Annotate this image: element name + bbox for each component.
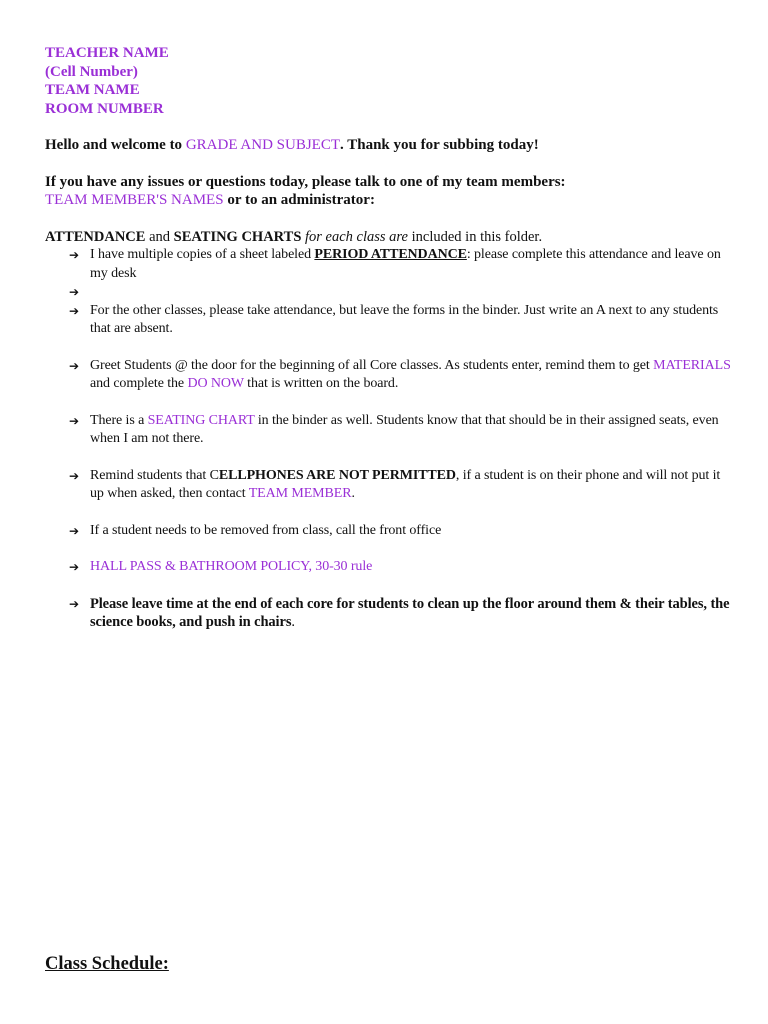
hall-pass-policy: HALL PASS & BATHROOM POLICY, 30-30 rule — [90, 559, 373, 574]
list-item — [69, 595, 735, 632]
cell-number: (Cell Number) — [45, 63, 138, 80]
bullet-text: . — [351, 486, 355, 501]
bullet-text: There is a — [90, 412, 148, 428]
for-each-class: for each class are — [301, 228, 412, 245]
bullet-text: that is written on the board. — [243, 376, 399, 391]
welcome-line — [45, 136, 735, 155]
list-item-empty — [69, 283, 735, 302]
list-item — [69, 302, 735, 339]
arrow-icon: ➔ — [69, 303, 79, 318]
team-members-names: TEAM MEMBER'S NAMES — [45, 192, 228, 208]
bullet-text: . — [291, 614, 295, 630]
bullet-text: : please complete this attendance and leave on my desk — [90, 247, 721, 281]
team-member: TEAM MEMBER — [248, 486, 352, 501]
header-block — [45, 44, 735, 118]
administrator-text: or to an administrator: — [227, 192, 375, 208]
included-text: included in this folder. — [411, 228, 543, 245]
bullet-text: in the binder as well. Students know that that should be in their assigned seats, even when I am not there. — [90, 412, 719, 446]
list-item — [69, 522, 735, 541]
issues-block — [45, 173, 735, 210]
list-item — [69, 467, 735, 504]
seating-charts-word: SEATING CHARTS — [173, 228, 302, 245]
team-members-line — [45, 191, 735, 210]
teacher-name: TEACHER NAME — [45, 45, 169, 61]
arrow-icon: ➔ — [69, 248, 79, 262]
document-page — [45, 44, 735, 632]
list-item — [69, 412, 735, 449]
arrow-icon: ➔ — [69, 413, 79, 428]
do-now: DO NOW — [187, 376, 244, 391]
arrow-icon: ➔ — [69, 358, 79, 373]
seating-chart: SEATING CHART — [147, 412, 255, 428]
bullet-text: Please leave time at the end of each core for students to clean up the floor around them & their tables, the science books, and push in chairs — [90, 595, 730, 630]
cellphones-not-permitted: ELLPHONES ARE NOT PERMITTED — [218, 467, 456, 483]
list-item — [69, 246, 735, 283]
attendance-line — [45, 228, 735, 247]
arrow-icon: ➔ — [69, 285, 79, 299]
class-schedule-heading: Class Schedule: — [45, 954, 169, 974]
bullet-text: If a student needs to be removed from class, call the front office — [90, 522, 442, 538]
attendance-word: ATTENDANCE — [45, 228, 146, 245]
room-number: ROOM NUMBER — [45, 100, 164, 117]
list-item — [69, 558, 735, 577]
welcome-prefix: Hello and welcome to — [45, 137, 186, 153]
arrow-icon: ➔ — [69, 560, 79, 574]
materials: MATERIALS — [653, 357, 731, 373]
bullet-text: and complete the — [90, 376, 188, 391]
arrow-icon: ➔ — [69, 596, 79, 611]
bullet-text: Greet Students @ the door for the beginning of all Core classes. As students enter, remind them to get — [90, 357, 654, 373]
bullet-text: , if a student is on their phone and will not put it up when asked, then contact — [90, 467, 721, 501]
list-item — [69, 357, 735, 394]
team-name: TEAM NAME — [45, 82, 140, 98]
bullet-text: For the other classes, please take attendance, but leave the forms in the binder. Just write an A next to any students that are absent. — [90, 302, 719, 336]
bullet-text: I have multiple copies of a sheet labeled — [90, 247, 315, 262]
and-word: and — [145, 228, 174, 245]
welcome-suffix: . Thank you for subbing today! — [340, 137, 539, 153]
grade-subject: GRADE AND SUBJECT — [185, 137, 340, 153]
instructions-list — [45, 246, 735, 632]
period-attendance: PERIOD ATTENDANCE — [314, 247, 467, 262]
bullet-text: Remind students that C — [90, 467, 219, 483]
issues-line: If you have any issues or questions today, please talk to one of my team members: — [45, 173, 566, 190]
arrow-icon: ➔ — [69, 468, 79, 483]
arrow-icon: ➔ — [69, 523, 79, 538]
